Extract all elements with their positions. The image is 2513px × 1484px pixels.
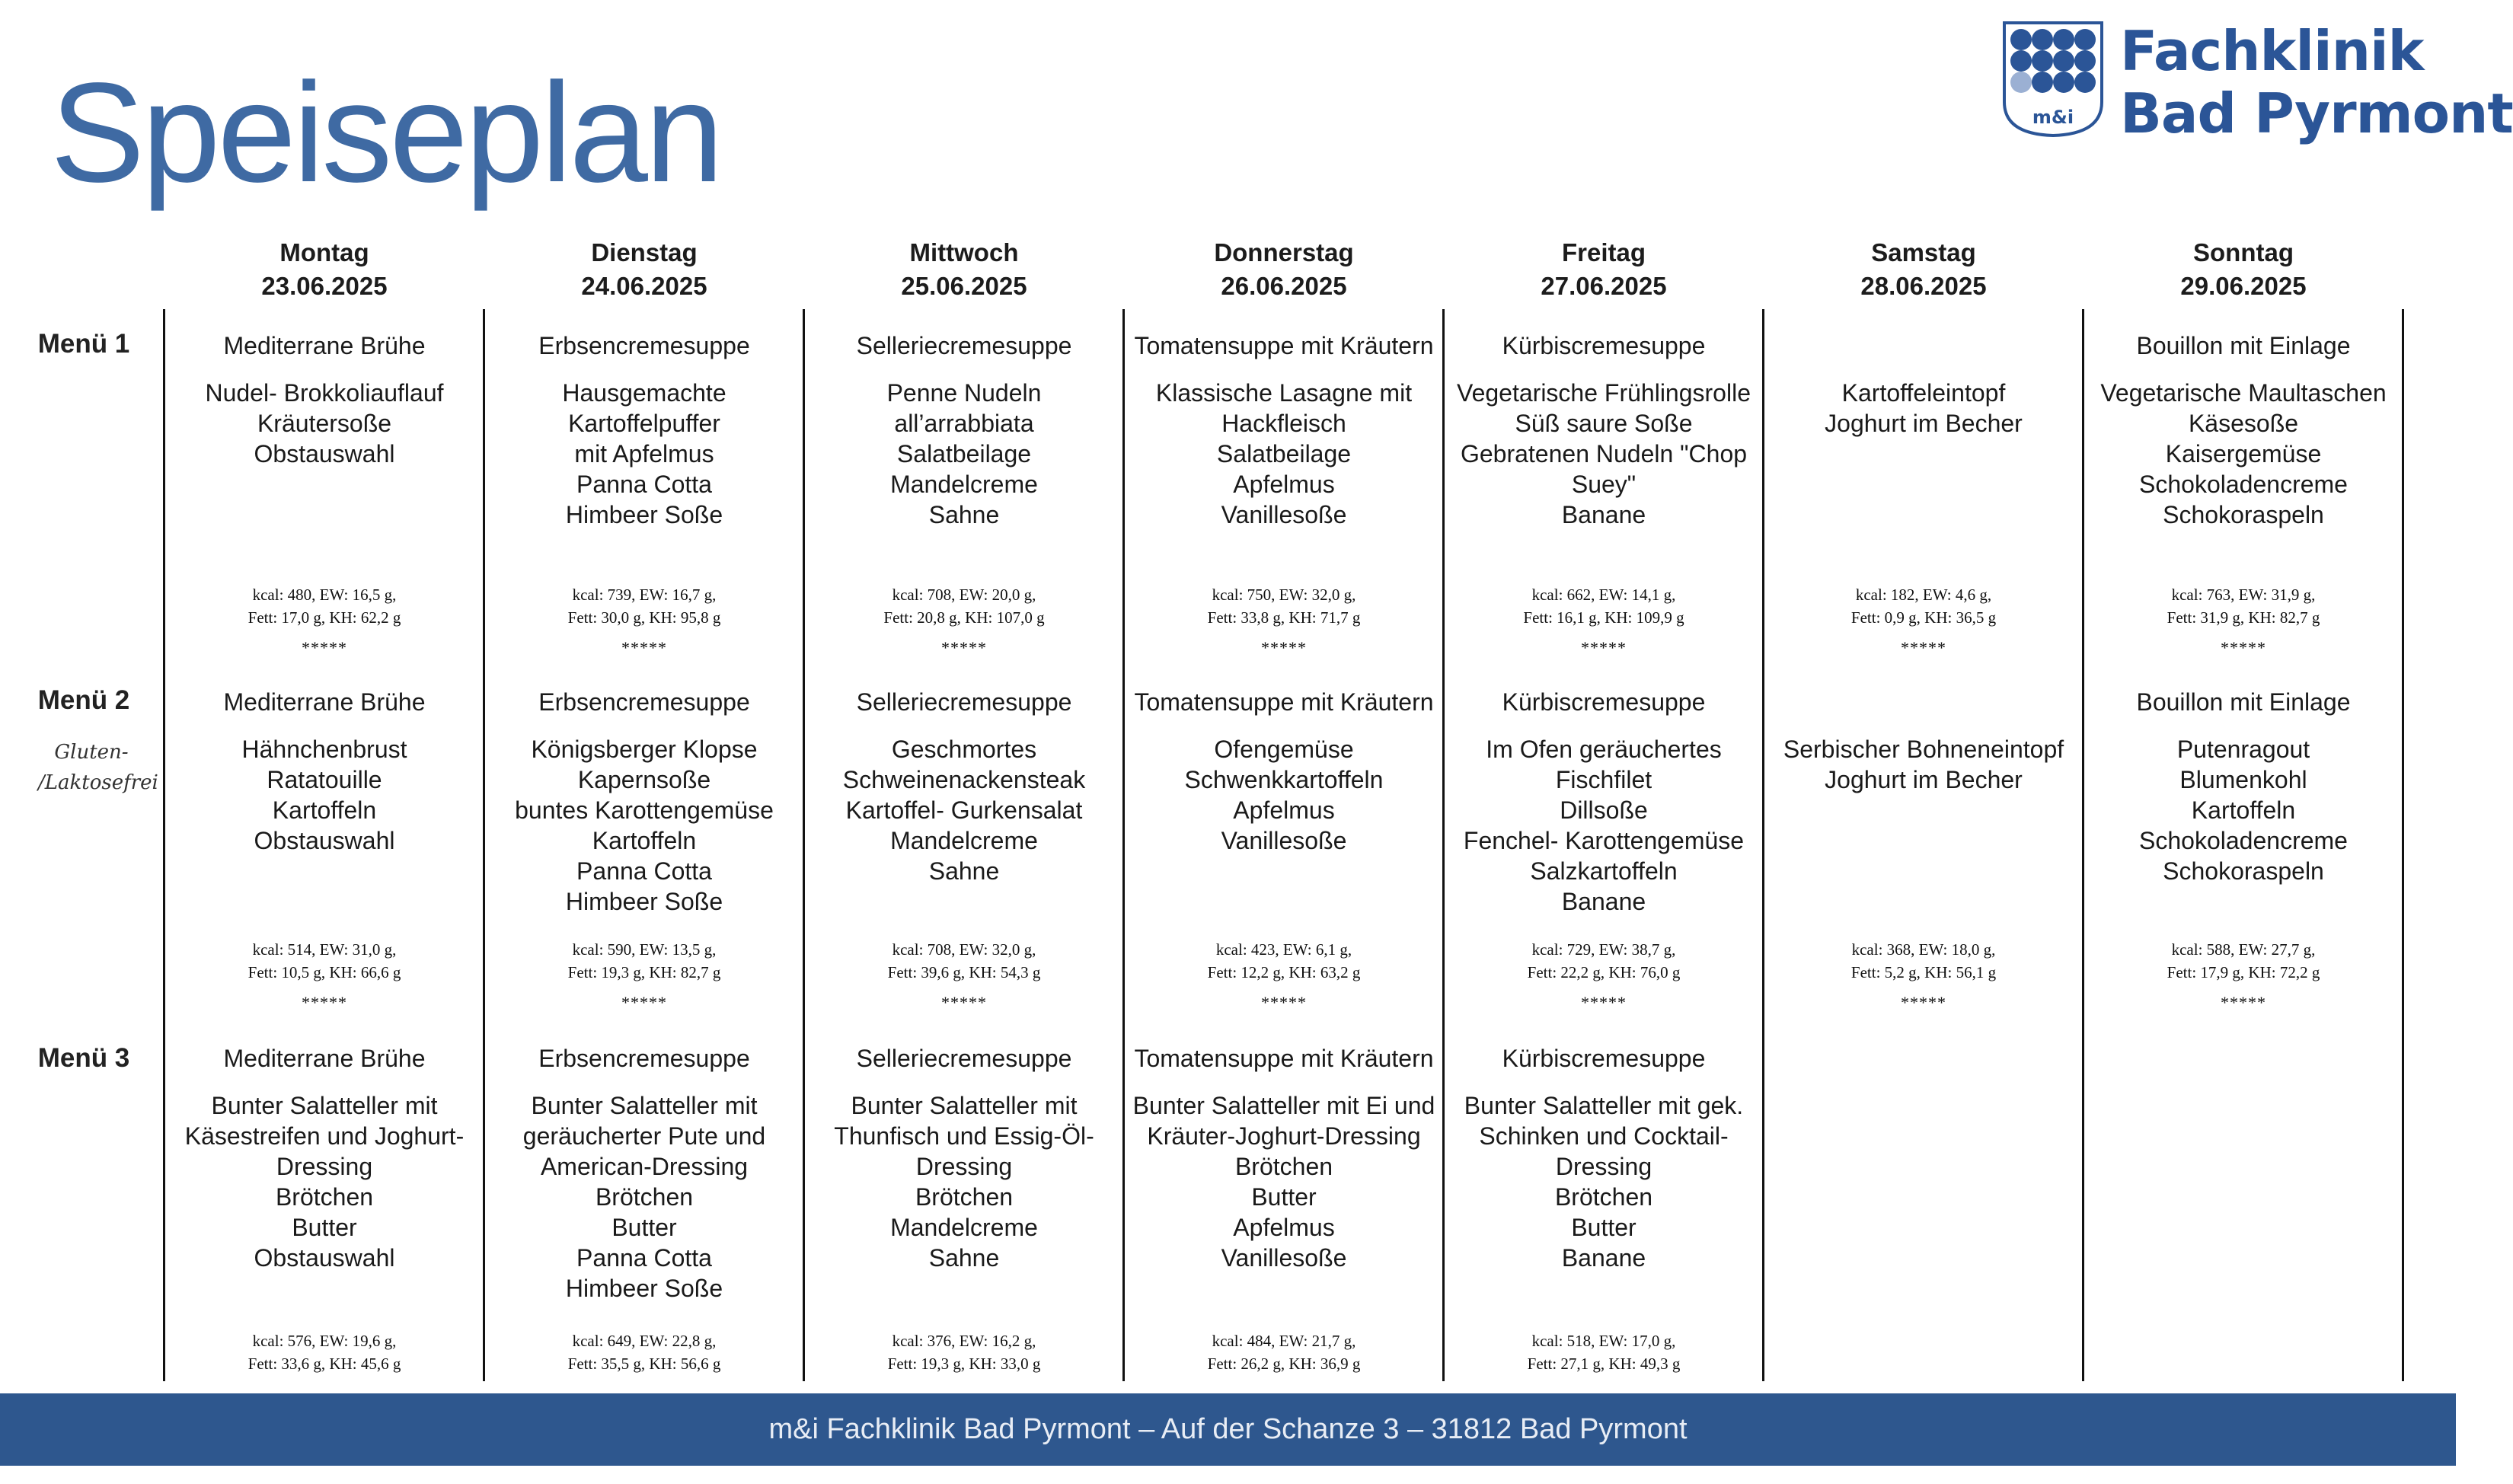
nutrition-fat: Fett: 35,5 g, KH: 56,6 g <box>567 1355 721 1373</box>
column-divider <box>2402 309 2404 1381</box>
menu-cell <box>172 330 477 469</box>
nutrition-info <box>492 583 797 629</box>
nutrition-kcal: kcal: 708, EW: 32,0 g, <box>892 940 1036 959</box>
nutrition-kcal: kcal: 763, EW: 31,9 g, <box>2171 586 2316 604</box>
nutrition-kcal: kcal: 750, EW: 32,0 g, <box>1212 586 1356 604</box>
soup-text: Erbsencremesuppe <box>538 688 750 716</box>
day-name: Sonntag <box>2193 238 2294 266</box>
menu-cell <box>1132 687 1436 856</box>
day-date: 23.06.2025 <box>261 272 388 300</box>
dish-text: Bunter Salatteller mit geräucherter Pute und American-Dressing Brötchen Butter Panna Cotta Himbeer Soße <box>522 1092 766 1302</box>
nutrition-kcal: kcal: 708, EW: 20,0 g, <box>892 586 1036 604</box>
dish-text: Bunter Salatteller mit Ei und Kräuter-Joghurt-Dressing Brötchen Butter Apfelmus Vanillesoße <box>1132 1092 1435 1272</box>
nutrition-fat: Fett: 5,2 g, KH: 56,1 g <box>1850 963 1997 981</box>
day-header <box>1124 236 1444 303</box>
nutrition-fat: Fett: 10,5 g, KH: 66,6 g <box>247 963 401 981</box>
nutrition-fat: Fett: 33,8 g, KH: 71,7 g <box>1207 608 1361 627</box>
nutrition-kcal: kcal: 484, EW: 21,7 g, <box>1212 1332 1356 1350</box>
separator-stars: ***** <box>302 638 347 657</box>
dish-text: Penne Nudeln all’arrabbiata Salatbeilage Mandelcreme Sahne <box>886 379 1042 528</box>
nutrition-info <box>1771 583 2076 629</box>
menu-cell <box>1771 330 2076 439</box>
nutrition-info <box>2091 938 2396 984</box>
menu-cell <box>1451 687 1756 917</box>
day-header <box>804 236 1124 303</box>
nutrition-info <box>1451 583 1756 629</box>
nutrition-fat: Fett: 31,9 g, KH: 82,7 g <box>2167 608 2320 627</box>
nutrition-info <box>1132 1329 1436 1375</box>
soup-text: Selleriecremesuppe <box>856 332 1072 359</box>
day-date: 24.06.2025 <box>581 272 707 300</box>
soup-text: Tomatensuppe mit Kräutern <box>1134 332 1434 359</box>
nutrition-info <box>172 938 477 984</box>
soup-text: Bouillon mit Einlage <box>2136 332 2351 359</box>
nutrition-fat: Fett: 33,6 g, KH: 45,6 g <box>247 1355 401 1373</box>
day-header <box>2084 236 2403 303</box>
menu-cell <box>812 687 1116 886</box>
logo-line-1: Fachklinik <box>2120 19 2424 83</box>
menu-cell <box>2091 687 2396 886</box>
dish-text: Hähnchenbrust Ratatouille Kartoffeln Obstauswahl <box>241 736 407 854</box>
day-header <box>1444 236 1764 303</box>
menu-cell <box>492 330 797 530</box>
dish-text: Königsberger Klopse Kapernsoße buntes Karottengemüse Kartoffeln Panna Cotta Himbeer Soße <box>515 736 774 915</box>
soup-text: Kürbiscremesuppe <box>1502 1045 1706 1072</box>
day-date: 26.06.2025 <box>1221 272 1347 300</box>
nutrition-fat: Fett: 20,8 g, KH: 107,0 g <box>883 608 1045 627</box>
soup-text: Tomatensuppe mit Kräutern <box>1134 1045 1434 1072</box>
dish-text: Geschmortes Schweinenackensteak Kartoffel- Gurkensalat Mandelcreme Sahne <box>842 736 1086 885</box>
nutrition-kcal: kcal: 729, EW: 38,7 g, <box>1531 940 1676 959</box>
separator-stars: ***** <box>1901 638 1946 657</box>
separator-stars: ***** <box>2221 638 2266 657</box>
day-name: Samstag <box>1871 238 1976 266</box>
soup-text <box>1771 1043 2076 1074</box>
nutrition-fat: Fett: 19,3 g, KH: 82,7 g <box>567 963 721 981</box>
soup-text: Selleriecremesuppe <box>856 1045 1072 1072</box>
menu-cell <box>1132 1043 1436 1273</box>
nutrition-info <box>172 583 477 629</box>
column-divider <box>163 309 165 1381</box>
nutrition-info <box>812 938 1116 984</box>
nutrition-info <box>812 1329 1116 1375</box>
dish-text: Hausgemachte Kartoffelpuffer mit Apfelmus Panna Cotta Himbeer Soße <box>562 379 726 528</box>
nutrition-fat: Fett: 30,0 g, KH: 95,8 g <box>567 608 721 627</box>
separator-stars: ***** <box>1261 993 1307 1012</box>
row-label: Menü 1 <box>37 329 130 359</box>
soup-text: Mediterrane Brühe <box>223 1045 426 1072</box>
dish-text: Nudel- Brokkoliauflauf Kräutersoße Obstauswahl <box>205 379 444 468</box>
soup-text <box>1771 330 2076 361</box>
dish-text: Serbischer Bohneneintopf Joghurt im Becher <box>1783 736 2064 793</box>
nutrition-kcal: kcal: 423, EW: 6,1 g, <box>1215 940 1352 959</box>
menu-cell <box>1451 330 1756 530</box>
column-divider <box>1442 309 1445 1381</box>
column-divider <box>803 309 805 1381</box>
menu-cell <box>812 330 1116 530</box>
day-name: Dienstag <box>591 238 698 266</box>
separator-stars: ***** <box>2221 993 2266 1012</box>
nutrition-info <box>1451 938 1756 984</box>
nutrition-kcal: kcal: 588, EW: 27,7 g, <box>2171 940 2316 959</box>
soup-text <box>2091 1043 2396 1074</box>
nutrition-kcal: kcal: 182, EW: 4,6 g, <box>1855 586 1992 604</box>
separator-stars: ***** <box>1261 638 1307 657</box>
nutrition-kcal: kcal: 480, EW: 16,5 g, <box>252 586 397 604</box>
separator-stars: ***** <box>1581 638 1627 657</box>
day-name: Montag <box>279 238 369 266</box>
menu-cell <box>172 1043 477 1273</box>
nutrition-fat: Fett: 19,3 g, KH: 33,0 g <box>887 1355 1041 1373</box>
nutrition-info <box>492 938 797 984</box>
separator-stars: ***** <box>621 638 667 657</box>
nutrition-fat: Fett: 17,0 g, KH: 62,2 g <box>247 608 401 627</box>
nutrition-fat: Fett: 22,2 g, KH: 76,0 g <box>1527 963 1681 981</box>
soup-text <box>1771 687 2076 717</box>
day-date: 27.06.2025 <box>1541 272 1667 300</box>
nutrition-info <box>1771 938 2076 984</box>
row-sublabel: Gluten- /Laktosefrei <box>38 741 158 794</box>
menu-cell <box>492 1043 797 1304</box>
menu-cell <box>1771 1043 2076 1090</box>
nutrition-fat: Fett: 16,1 g, KH: 109,9 g <box>1523 608 1684 627</box>
nutrition-kcal: kcal: 576, EW: 19,6 g, <box>252 1332 397 1350</box>
nutrition-info <box>172 1329 477 1375</box>
nutrition-info <box>492 1329 797 1375</box>
nutrition-fat: Fett: 39,6 g, KH: 54,3 g <box>887 963 1041 981</box>
column-divider <box>1762 309 1764 1381</box>
menu-cell <box>2091 1043 2396 1090</box>
day-header <box>1764 236 2084 303</box>
separator-stars: ***** <box>941 993 987 1012</box>
soup-text: Bouillon mit Einlage <box>2136 688 2351 716</box>
day-name: Freitag <box>1561 238 1646 266</box>
soup-text: Erbsencremesuppe <box>538 1045 750 1072</box>
dish-text: Putenragout Blumenkohl Kartoffeln Schokoladencreme Schokoraspeln <box>2139 736 2348 885</box>
column-divider <box>1122 309 1125 1381</box>
column-divider <box>483 309 485 1381</box>
separator-stars: ***** <box>1581 993 1627 1012</box>
nutrition-kcal: kcal: 368, EW: 18,0 g, <box>1851 940 1996 959</box>
nutrition-kcal: kcal: 518, EW: 17,0 g, <box>1531 1332 1676 1350</box>
nutrition-fat: Fett: 12,2 g, KH: 63,2 g <box>1207 963 1361 981</box>
menu-cell <box>2091 330 2396 530</box>
dish-text: Vegetarische Maultaschen Käsesoße Kaisergemüse Schokoladencreme Schokoraspeln <box>2100 379 2387 528</box>
separator-stars: ***** <box>941 638 987 657</box>
dish-text: Vegetarische Frühlingsrolle Süß saure Soße Gebratenen Nudeln "Chop Suey" Banane <box>1457 379 1751 528</box>
soup-text: Kürbiscremesuppe <box>1502 332 1706 359</box>
nutrition-kcal: kcal: 590, EW: 13,5 g, <box>572 940 717 959</box>
menu-cell <box>172 687 477 856</box>
nutrition-fat: Fett: 27,1 g, KH: 49,3 g <box>1527 1355 1681 1373</box>
page-title: Speiseplan <box>50 54 721 212</box>
svg-text:m&i: m&i <box>2032 107 2074 128</box>
nutrition-info <box>1132 583 1436 629</box>
footer-address: m&i Fachklinik Bad Pyrmont – Auf der Schanze 3 – 31812 Bad Pyrmont <box>0 1393 2456 1466</box>
nutrition-fat: Fett: 17,9 g, KH: 72,2 g <box>2167 963 2320 981</box>
logo-line-2: Bad Pyrmont <box>2120 81 2513 145</box>
soup-text: Tomatensuppe mit Kräutern <box>1134 688 1434 716</box>
nutrition-kcal: kcal: 376, EW: 16,2 g, <box>892 1332 1036 1350</box>
soup-text: Kürbiscremesuppe <box>1502 688 1706 716</box>
nutrition-fat: Fett: 0,9 g, KH: 36,5 g <box>1850 608 1997 627</box>
nutrition-fat: Fett: 26,2 g, KH: 36,9 g <box>1207 1355 1361 1373</box>
dish-text: Klassische Lasagne mit Hackfleisch Salatbeilage Apfelmus Vanillesoße <box>1155 379 1413 528</box>
dish-text: Ofengemüse Schwenkkartoffeln Apfelmus Vanillesoße <box>1184 736 1384 854</box>
nutrition-kcal: kcal: 514, EW: 31,0 g, <box>252 940 397 959</box>
nutrition-kcal: kcal: 662, EW: 14,1 g, <box>1531 586 1676 604</box>
nutrition-kcal: kcal: 649, EW: 22,8 g, <box>572 1332 717 1350</box>
dish-text: Bunter Salatteller mit gek. Schinken und Cocktail- Dressing Brötchen Butter Banane <box>1464 1092 1744 1272</box>
day-date: 28.06.2025 <box>1860 272 1987 300</box>
day-date: 25.06.2025 <box>901 272 1027 300</box>
separator-stars: ***** <box>621 993 667 1012</box>
menu-cell <box>812 1043 1116 1273</box>
nutrition-info <box>2091 583 2396 629</box>
menu-cell <box>1771 687 2076 795</box>
day-name: Donnerstag <box>1214 238 1354 266</box>
nutrition-info <box>1451 1329 1756 1375</box>
soup-text: Mediterrane Brühe <box>223 688 426 716</box>
dish-text: Kartoffeleintopf Joghurt im Becher <box>1825 379 2023 437</box>
soup-text: Selleriecremesuppe <box>856 688 1072 716</box>
nutrition-info <box>812 583 1116 629</box>
soup-text: Erbsencremesuppe <box>538 332 750 359</box>
day-date: 29.06.2025 <box>2180 272 2307 300</box>
menu-cell <box>1451 1043 1756 1273</box>
nutrition-kcal: kcal: 739, EW: 16,7 g, <box>572 586 717 604</box>
menu-cell <box>1132 330 1436 530</box>
dish-text: Im Ofen geräuchertes Fischfilet Dillsoße Fenchel- Karottengemüse Salzkartoffeln Banane <box>1463 736 1745 915</box>
menu-cell <box>492 687 797 917</box>
day-header <box>164 236 484 303</box>
day-name: Mittwoch <box>909 238 1019 266</box>
dish-text: Bunter Salatteller mit Käsestreifen und Joghurt- Dressing Brötchen Butter Obstauswahl <box>184 1092 465 1272</box>
row-label: Menü 3 <box>37 1043 130 1073</box>
day-header <box>484 236 804 303</box>
separator-stars: ***** <box>302 993 347 1012</box>
column-divider <box>2082 309 2084 1381</box>
separator-stars: ***** <box>1901 993 1946 1012</box>
row-label: Menü 2 <box>37 685 130 715</box>
soup-text: Mediterrane Brühe <box>223 332 426 359</box>
nutrition-info <box>1132 938 1436 984</box>
dish-text: Bunter Salatteller mit Thunfisch und Essig-Öl- Dressing Brötchen Mandelcreme Sahne <box>834 1092 1094 1272</box>
